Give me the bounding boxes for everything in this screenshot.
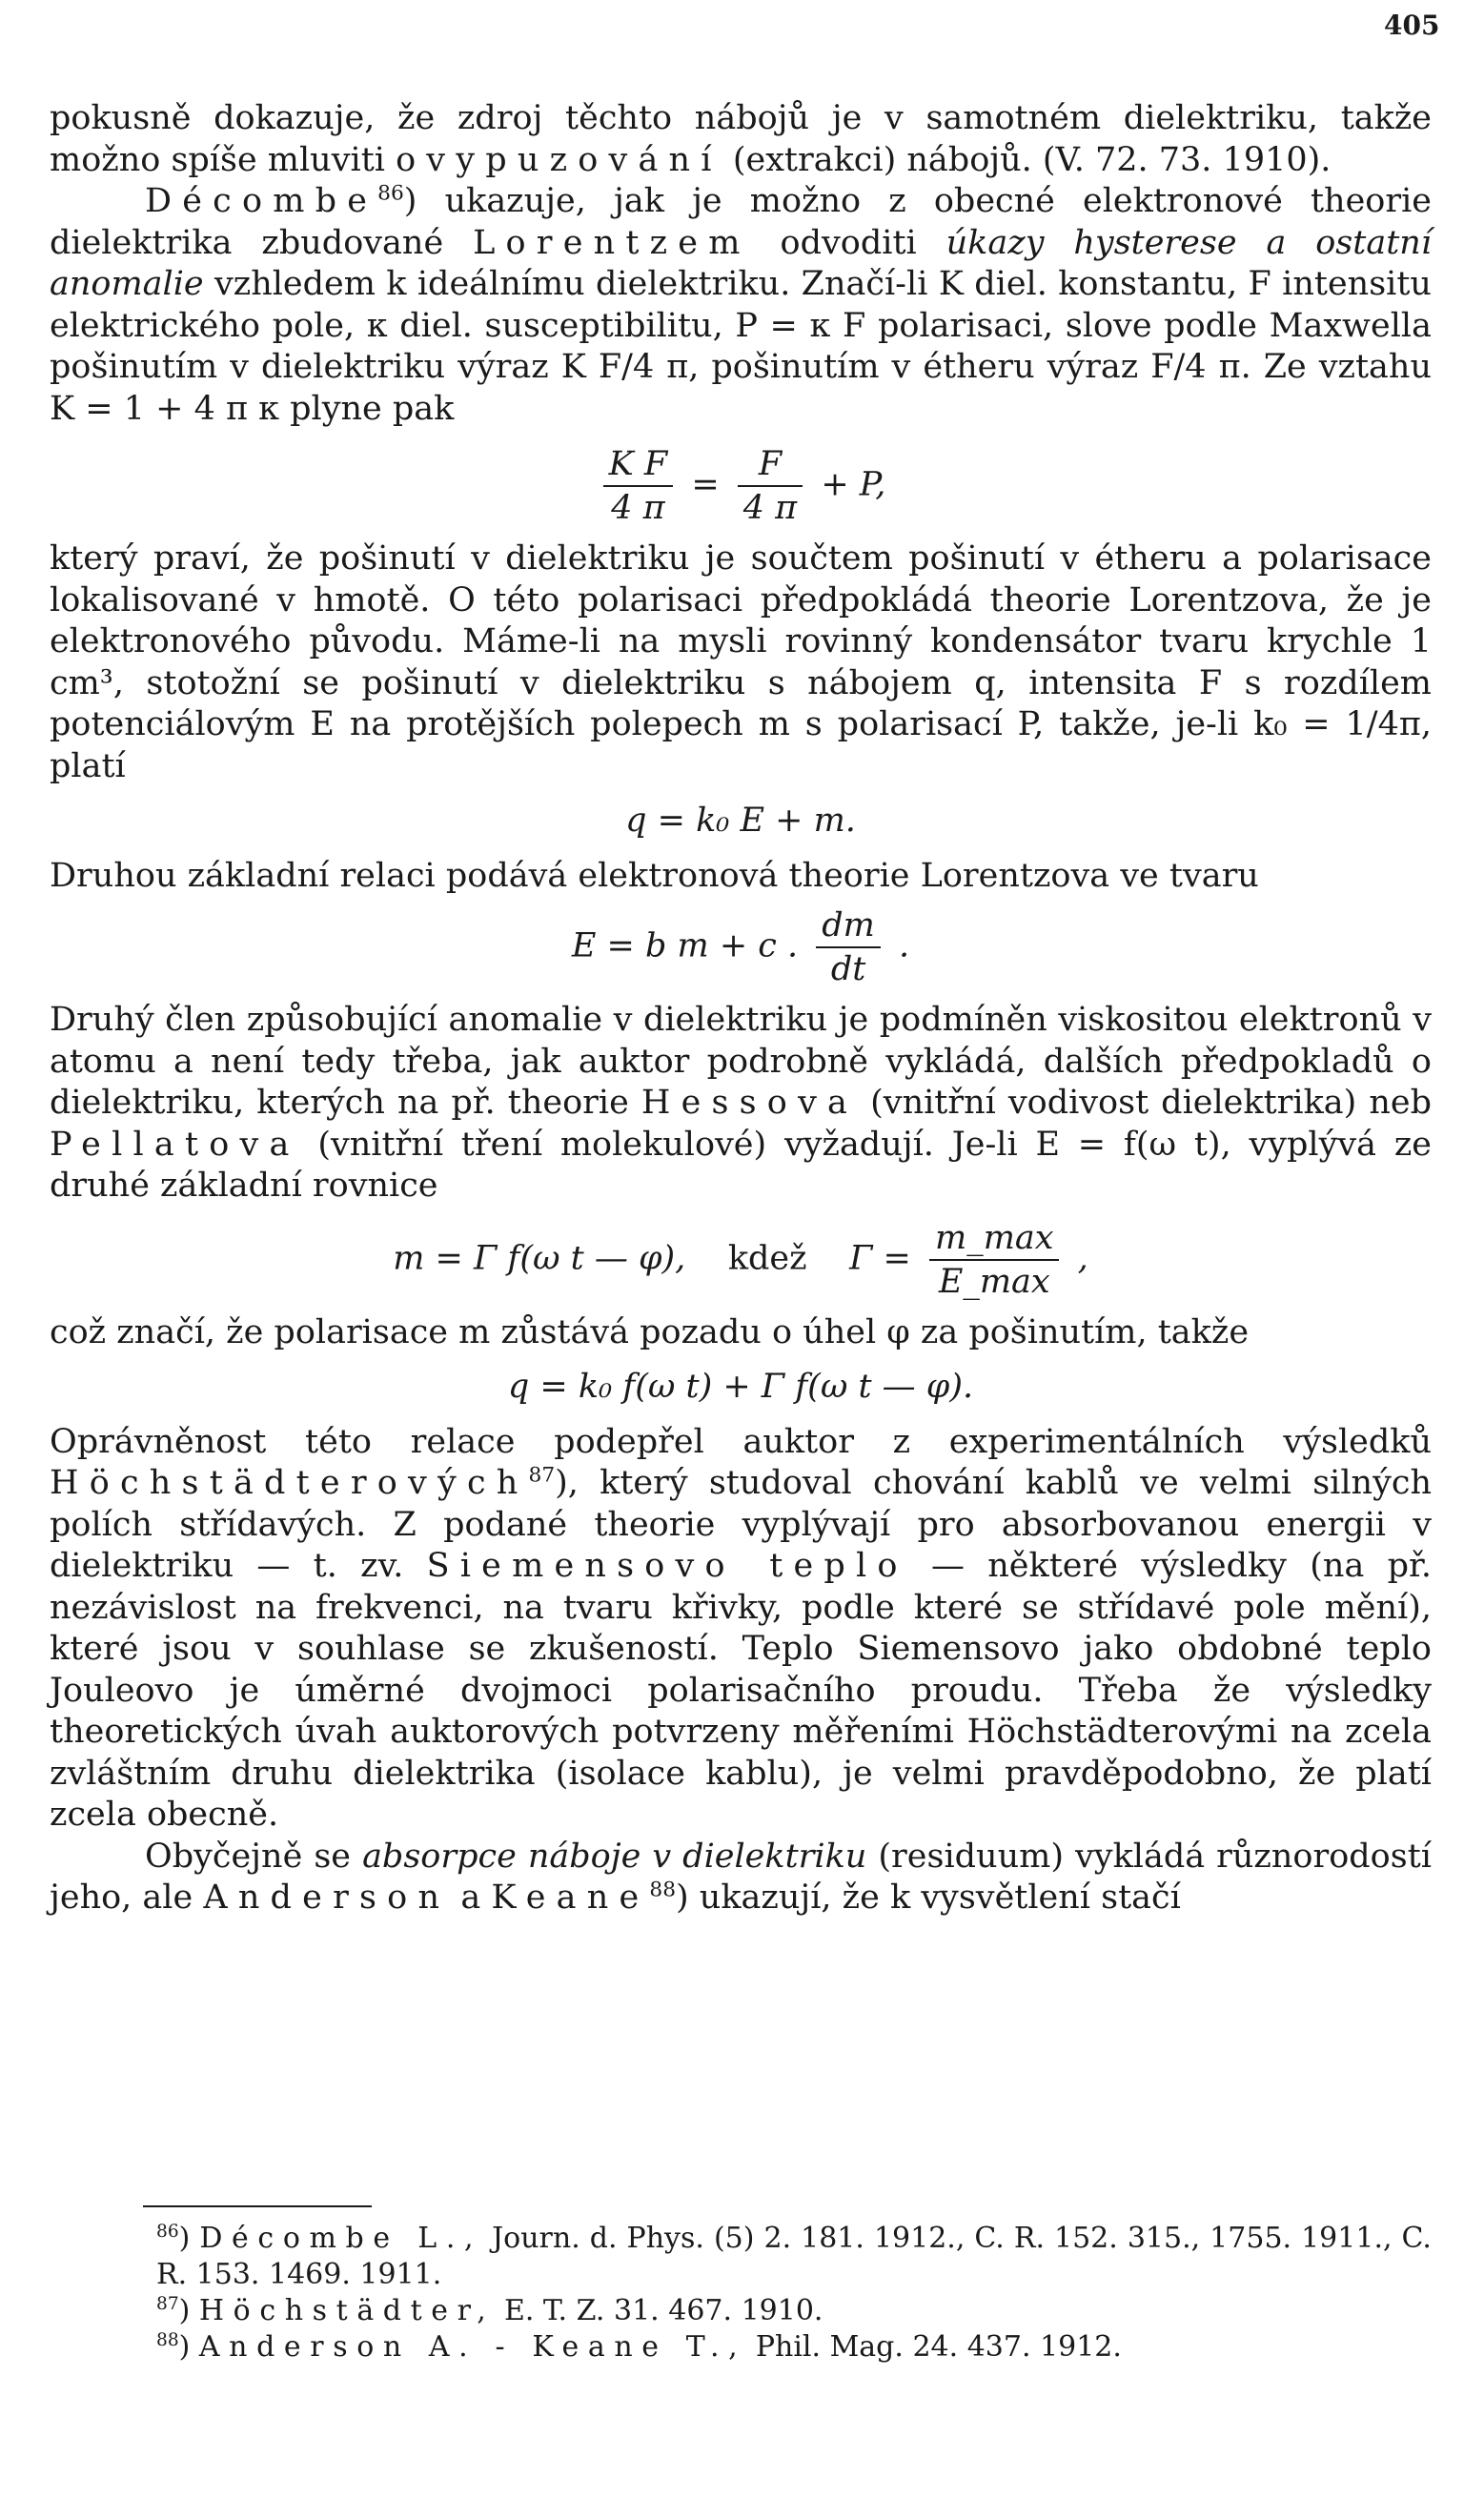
equation-5: q = k₀ f(ω t) + Γ f(ω t — φ). — [507, 1368, 974, 1406]
paragraph-6: což značí, že polarisace m zůstává pozadu o úhel φ za pošinutím, takže — [50, 1312, 1250, 1351]
paragraph-5: Druhý člen způsobující anomalie v dielektriku je podmíněn viskositou elektronů v atomu a není tedy třeba, jak auktor podrobně vykládá, dalších předpokladů o dielektriku, kterých na př. theorie Hessova (vnitřní vodivost dielektrika) neb Pellatova (vnitřní tření molekulové) vyžadují. Je-li E = f(ω t), vyplývá ze druhé základní rovnice — [50, 1001, 1432, 1205]
page-number: 405 — [1384, 10, 1440, 41]
paragraph-8: Obyčejně se absorpce náboje v dielektriku (residuum) vykládá různorodostí jeho, ale Anderson a Keane$^{88}$) ukazují, že k vysvětlení stačí — [50, 1837, 1432, 1917]
paragraph-1: pokusně dokazuje, že zdroj těchto nábojů je v samotném dielektriku, takže možno spíše mluviti o vypuzování (extrakci) nábojů. (V. 72. 73. 1910). — [50, 99, 1432, 179]
equation-3: E = b m + c . $\frac{dm}{dt}$ . — [571, 906, 910, 988]
footnote-87: $^{87}$) Höchstädter, E. T. Z. 31. 467. 1910. — [156, 2294, 823, 2327]
footnote-divider — [143, 2205, 372, 2207]
footnote-88: $^{88}$) Anderson A. - Keane T., Phil. Mag. 24. 437. 1912. — [156, 2330, 1122, 2364]
body-text — [50, 98, 1432, 1919]
footnote-86: $^{86}$) Décombe L., Journ. d. Phys. (5) 2. 181. 1912., C. R. 152. 315., 1755. 1911., C. R. 153. 1469. 1911. — [156, 2222, 1432, 2291]
paragraph-4: Druhou základní relaci podává elektronová theorie Lorentzova ve tvaru — [50, 856, 1259, 895]
paragraph-2: Décombe$^{86}$) ukazuje, jak je možno z obecné elektronové theorie dielektrika zbudované Lorentzem odvoditi úkazy hysterese a ostatní anomalie vzhledem k ideálnímu dielektriku. Značí-li K diel. konstantu, F intensitu elektrického pole, κ diel. susceptibilitu, P = κ F polarisaci, slove podle Maxwella pošinutím v dielektriku výraz K F/4 π, pošinutím v étheru výraz F/4 π. Ze vztahu K = 1 + 4 π κ plyne pak — [50, 181, 1433, 428]
footnotes — [50, 2221, 1432, 2366]
paragraph-3: který praví, že pošinutí v dielektriku je součtem pošinutí v étheru a polarisace lokalisované v hmotě. O této polarisaci předpokládá theorie Lorentzova, že je elektronového původu. Máme-li na mysli rovinný kondensátor tvaru krychle 1 cm³, stotožní se pošinutí v dielektriku s nábojem q, intensita F s rozdílem potenciálovým E na protějších polepech m s polarisací P, takže, je-li k₀ = 1/4π, platí — [50, 539, 1432, 785]
equation-4: m = Γ f(ω t — φ), kdež Γ = $\frac{m\_\max}{E\_\max}$ , — [393, 1218, 1088, 1301]
equation-1: $\frac{\text{K F}}{4 \pi}$ = $\frac{F}{4 \pi}$ + P, — [50, 443, 1432, 529]
paragraph-7: Oprávněnost této relace podepřel auktor z experimentálních výsledků Höchstädterových$^{87}$), který studoval chování kablů ve velmi silných polích střídavých. Z podané theorie vyplývají pro absorbovanou energii v dielektriku — t. zv. Siemensovo teplo — některé výsledky (na př. nezávislost na frekvenci, na tvaru křivky, podle které se střídavé pole mění), které jsou v souhlase se zkušeností. Teplo Siemensovo jako obdobné teplo Jouleovo je úměrné dvojmoci polarisačního proudu. Třeba že výsledky theoretických úvah auktorových potvrzeny měřeními Höchstädterovými na zcela zvláštním druhu dielektrika (isolace kablu), je velmi pravděpodobno, že platí zcela obecně. — [50, 1422, 1432, 1834]
equation-2: q = k₀ E + m. — [625, 802, 856, 840]
